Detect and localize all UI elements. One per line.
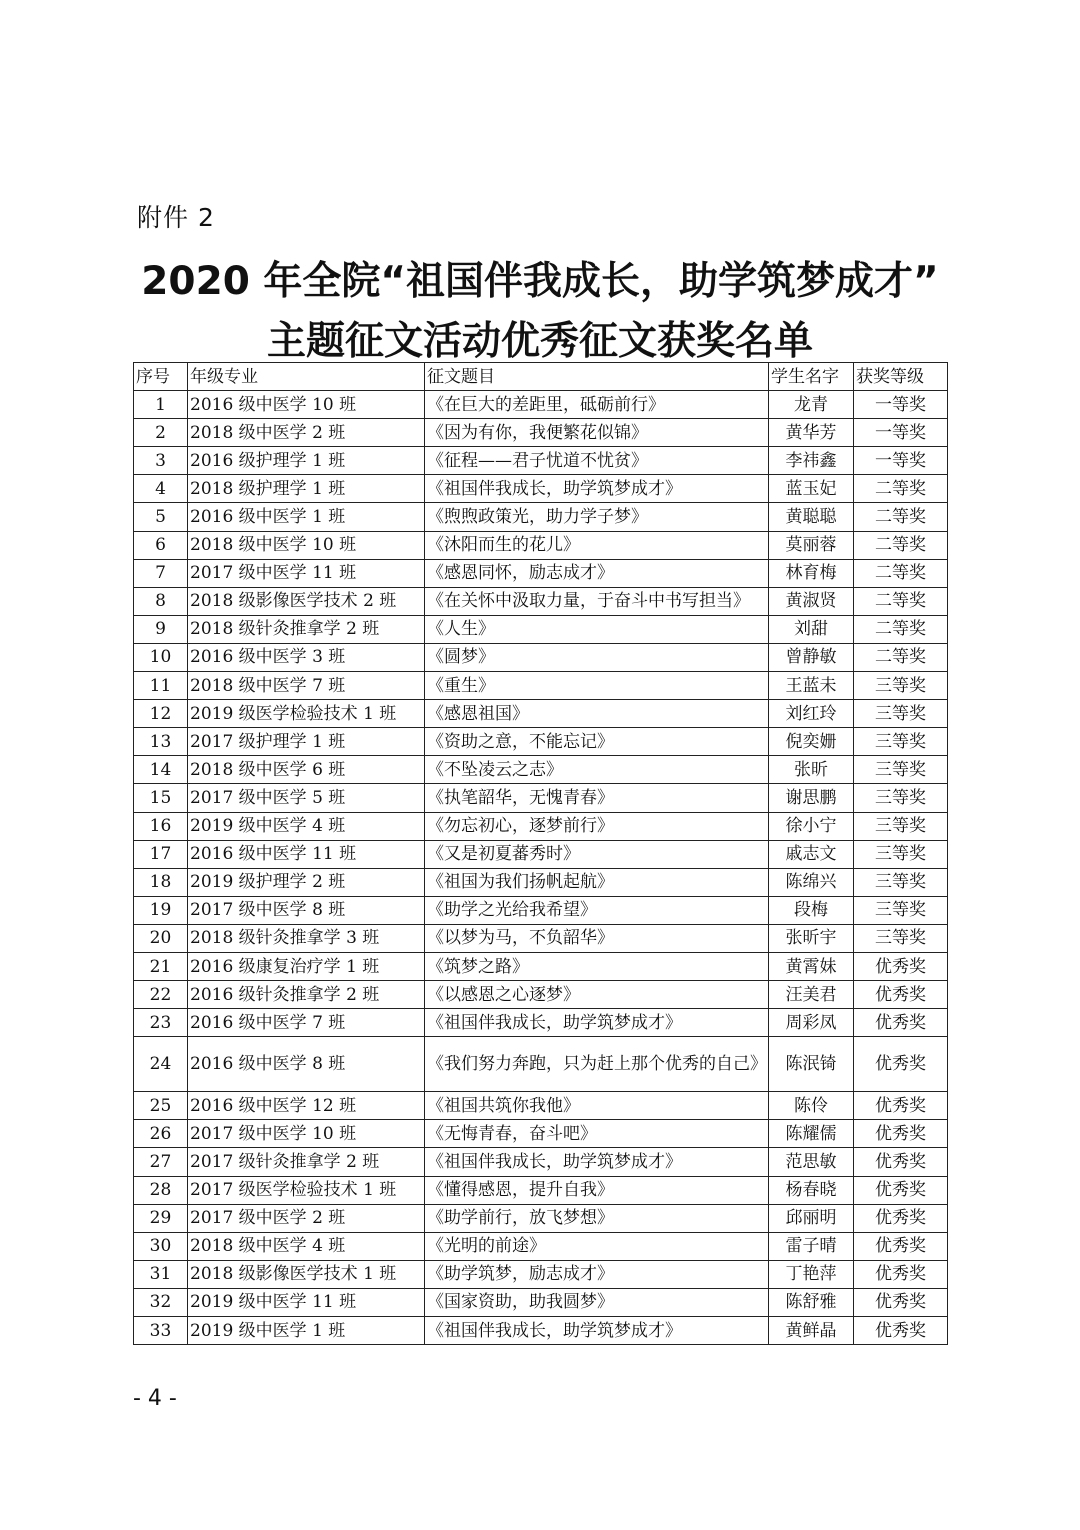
table-row <box>134 700 948 728</box>
row-award-level: 三等奖 <box>854 840 948 868</box>
award-table <box>133 362 948 1345</box>
table-row <box>134 1260 948 1288</box>
row-award-level: 三等奖 <box>854 784 948 812</box>
row-essay-title: 《勿忘初心，逐梦前行》 <box>425 812 769 840</box>
row-award-level: 二等奖 <box>854 503 948 531</box>
row-index: 28 <box>134 1176 188 1204</box>
row-essay-title: 《圆梦》 <box>425 643 769 671</box>
row-index: 33 <box>134 1317 188 1345</box>
row-class: 2018 级中医学 2 班 <box>188 419 425 447</box>
row-student-name: 段梅 <box>769 896 854 924</box>
row-essay-title: 《人生》 <box>425 615 769 643</box>
header-cell-award: 获奖等级 <box>854 363 948 391</box>
row-index: 8 <box>134 587 188 615</box>
table-row <box>134 475 948 503</box>
row-award-level: 优秀奖 <box>854 1232 948 1260</box>
row-student-name: 雷子晴 <box>769 1232 854 1260</box>
row-student-name: 丁艳萍 <box>769 1260 854 1288</box>
table-row <box>134 924 948 952</box>
row-index: 31 <box>134 1260 188 1288</box>
row-award-level: 一等奖 <box>854 447 948 475</box>
row-essay-title: 《煦煦政策光，助力学子梦》 <box>425 503 769 531</box>
row-class: 2017 级针灸推拿学 2 班 <box>188 1148 425 1176</box>
row-student-name: 范思敏 <box>769 1148 854 1176</box>
row-student-name: 戚志文 <box>769 840 854 868</box>
row-award-level: 三等奖 <box>854 812 948 840</box>
table-row <box>134 1288 948 1316</box>
row-award-level: 优秀奖 <box>854 1317 948 1345</box>
row-class: 2017 级中医学 11 班 <box>188 559 425 587</box>
table-row <box>134 1204 948 1232</box>
row-student-name: 周彩凤 <box>769 1009 854 1037</box>
table-row <box>134 615 948 643</box>
row-essay-title: 《感恩同怀，励志成才》 <box>425 559 769 587</box>
row-award-level: 二等奖 <box>854 559 948 587</box>
row-class: 2016 级针灸推拿学 2 班 <box>188 981 425 1009</box>
row-student-name: 陈舒雅 <box>769 1288 854 1316</box>
row-class: 2018 级护理学 1 班 <box>188 475 425 503</box>
row-class: 2018 级中医学 6 班 <box>188 756 425 784</box>
row-student-name: 黄聪聪 <box>769 503 854 531</box>
row-award-level: 优秀奖 <box>854 1037 948 1092</box>
table-row <box>134 447 948 475</box>
row-class: 2019 级中医学 1 班 <box>188 1317 425 1345</box>
row-index: 32 <box>134 1288 188 1316</box>
row-index: 2 <box>134 419 188 447</box>
table-row <box>134 756 948 784</box>
row-award-level: 优秀奖 <box>854 981 948 1009</box>
row-student-name: 黄华芳 <box>769 419 854 447</box>
row-class: 2017 级中医学 5 班 <box>188 784 425 812</box>
table-header-row <box>134 363 948 391</box>
row-essay-title: 《又是初夏蕃秀时》 <box>425 840 769 868</box>
row-essay-title: 《在关怀中汲取力量，于奋斗中书写担当》 <box>425 587 769 615</box>
row-index: 6 <box>134 531 188 559</box>
row-class: 2018 级中医学 4 班 <box>188 1232 425 1260</box>
row-class: 2016 级康复治疗学 1 班 <box>188 952 425 980</box>
row-award-level: 一等奖 <box>854 391 948 419</box>
row-index: 30 <box>134 1232 188 1260</box>
row-essay-title: 《助学之光给我希望》 <box>425 896 769 924</box>
table-row <box>134 981 948 1009</box>
row-class: 2017 级医学检验技术 1 班 <box>188 1176 425 1204</box>
row-class: 2019 级医学检验技术 1 班 <box>188 700 425 728</box>
row-student-name: 陈绵兴 <box>769 868 854 896</box>
row-award-level: 优秀奖 <box>854 1092 948 1120</box>
row-student-name: 林育梅 <box>769 559 854 587</box>
table-row <box>134 587 948 615</box>
row-essay-title: 《祖国为我们扬帆起航》 <box>425 868 769 896</box>
table-row <box>134 784 948 812</box>
row-index: 21 <box>134 952 188 980</box>
document-title-line2: 主题征文活动优秀征文获奖名单 <box>266 319 813 364</box>
row-index: 22 <box>134 981 188 1009</box>
row-index: 5 <box>134 503 188 531</box>
row-index: 16 <box>134 812 188 840</box>
row-award-level: 三等奖 <box>854 868 948 896</box>
row-student-name: 汪美君 <box>769 981 854 1009</box>
row-essay-title: 《在巨大的差距里，砥砺前行》 <box>425 391 769 419</box>
table-row <box>134 391 948 419</box>
row-class: 2017 级中医学 8 班 <box>188 896 425 924</box>
table-row <box>134 1176 948 1204</box>
row-essay-title: 《我们努力奔跑，只为赶上那个优秀的自己》 <box>425 1037 769 1092</box>
row-award-level: 三等奖 <box>854 896 948 924</box>
row-index: 19 <box>134 896 188 924</box>
row-award-level: 三等奖 <box>854 924 948 952</box>
row-award-level: 三等奖 <box>854 700 948 728</box>
table-row <box>134 896 948 924</box>
row-essay-title: 《无悔青春，奋斗吧》 <box>425 1120 769 1148</box>
row-student-name: 陈伶 <box>769 1092 854 1120</box>
row-essay-title: 《因为有你，我便繁花似锦》 <box>425 419 769 447</box>
row-class: 2016 级中医学 12 班 <box>188 1092 425 1120</box>
table-row <box>134 1148 948 1176</box>
row-index: 17 <box>134 840 188 868</box>
row-student-name: 倪奕姗 <box>769 728 854 756</box>
row-student-name: 蓝玉妃 <box>769 475 854 503</box>
row-essay-title: 《征程——君子忧道不忧贫》 <box>425 447 769 475</box>
row-student-name: 刘甜 <box>769 615 854 643</box>
row-essay-title: 《沐阳而生的花儿》 <box>425 531 769 559</box>
page-number: - 4 - <box>133 1386 177 1411</box>
header-cell-essay: 征文题目 <box>425 363 769 391</box>
row-student-name: 谢思鹏 <box>769 784 854 812</box>
row-index: 20 <box>134 924 188 952</box>
table-row <box>134 1037 948 1092</box>
row-essay-title: 《筑梦之路》 <box>425 952 769 980</box>
row-essay-title: 《祖国共筑你我他》 <box>425 1092 769 1120</box>
row-award-level: 三等奖 <box>854 756 948 784</box>
row-index: 11 <box>134 672 188 700</box>
row-index: 9 <box>134 615 188 643</box>
row-essay-title: 《祖国伴我成长，助学筑梦成才》 <box>425 1148 769 1176</box>
row-award-level: 优秀奖 <box>854 952 948 980</box>
header-cell-student: 学生名字 <box>769 363 854 391</box>
row-index: 10 <box>134 643 188 671</box>
row-class: 2018 级影像医学技术 2 班 <box>188 587 425 615</box>
table-row <box>134 952 948 980</box>
row-index: 7 <box>134 559 188 587</box>
row-class: 2019 级中医学 11 班 <box>188 1288 425 1316</box>
row-award-level: 二等奖 <box>854 531 948 559</box>
table-row <box>134 643 948 671</box>
table-body <box>134 391 948 1345</box>
row-class: 2018 级针灸推拿学 3 班 <box>188 924 425 952</box>
table-row <box>134 672 948 700</box>
row-student-name: 张昕 <box>769 756 854 784</box>
row-award-level: 二等奖 <box>854 643 948 671</box>
row-award-level: 优秀奖 <box>854 1009 948 1037</box>
row-class: 2016 级中医学 7 班 <box>188 1009 425 1037</box>
row-class: 2017 级中医学 2 班 <box>188 1204 425 1232</box>
row-class: 2018 级中医学 7 班 <box>188 672 425 700</box>
row-index: 14 <box>134 756 188 784</box>
row-essay-title: 《国家资助，助我圆梦》 <box>425 1288 769 1316</box>
row-essay-title: 《感恩祖国》 <box>425 700 769 728</box>
table-row <box>134 559 948 587</box>
row-award-level: 三等奖 <box>854 672 948 700</box>
row-essay-title: 《以感恩之心逐梦》 <box>425 981 769 1009</box>
row-student-name: 李祎鑫 <box>769 447 854 475</box>
row-student-name: 杨春晓 <box>769 1176 854 1204</box>
row-essay-title: 《光明的前途》 <box>425 1232 769 1260</box>
row-award-level: 优秀奖 <box>854 1260 948 1288</box>
document-title-line1: 2020 年全院“祖国伴我成长，助学筑梦成才” <box>141 259 939 304</box>
row-essay-title: 《懂得感恩，提升自我》 <box>425 1176 769 1204</box>
row-index: 23 <box>134 1009 188 1037</box>
row-class: 2016 级中医学 10 班 <box>188 391 425 419</box>
row-award-level: 优秀奖 <box>854 1120 948 1148</box>
row-index: 25 <box>134 1092 188 1120</box>
row-index: 24 <box>134 1037 188 1092</box>
row-class: 2017 级中医学 10 班 <box>188 1120 425 1148</box>
row-essay-title: 《资助之意，不能忘记》 <box>425 728 769 756</box>
row-index: 3 <box>134 447 188 475</box>
row-essay-title: 《助学前行，放飞梦想》 <box>425 1204 769 1232</box>
row-essay-title: 《重生》 <box>425 672 769 700</box>
row-student-name: 黄淑贤 <box>769 587 854 615</box>
row-award-level: 二等奖 <box>854 475 948 503</box>
row-class: 2016 级中医学 1 班 <box>188 503 425 531</box>
row-index: 29 <box>134 1204 188 1232</box>
row-student-name: 邱丽明 <box>769 1204 854 1232</box>
header-cell-index: 序号 <box>134 363 188 391</box>
table-row <box>134 812 948 840</box>
row-essay-title: 《助学筑梦，励志成才》 <box>425 1260 769 1288</box>
attachment-label: 附件 2 <box>137 203 215 232</box>
row-award-level: 二等奖 <box>854 587 948 615</box>
row-award-level: 优秀奖 <box>854 1176 948 1204</box>
row-award-level: 二等奖 <box>854 615 948 643</box>
table-row <box>134 531 948 559</box>
row-student-name: 张昕宇 <box>769 924 854 952</box>
row-award-level: 三等奖 <box>854 728 948 756</box>
row-class: 2016 级护理学 1 班 <box>188 447 425 475</box>
row-award-level: 优秀奖 <box>854 1288 948 1316</box>
row-class: 2016 级中医学 8 班 <box>188 1037 425 1092</box>
row-class: 2016 级中医学 11 班 <box>188 840 425 868</box>
row-essay-title: 《祖国伴我成长，助学筑梦成才》 <box>425 1009 769 1037</box>
row-essay-title: 《执笔韶华，无愧青春》 <box>425 784 769 812</box>
row-essay-title: 《不坠凌云之志》 <box>425 756 769 784</box>
row-essay-title: 《祖国伴我成长，助学筑梦成才》 <box>425 475 769 503</box>
table-row <box>134 1120 948 1148</box>
row-student-name: 徐小宁 <box>769 812 854 840</box>
row-student-name: 黄霄妹 <box>769 952 854 980</box>
table-row <box>134 1009 948 1037</box>
row-index: 18 <box>134 868 188 896</box>
row-index: 12 <box>134 700 188 728</box>
row-class: 2018 级中医学 10 班 <box>188 531 425 559</box>
table-row <box>134 728 948 756</box>
row-class: 2018 级影像医学技术 1 班 <box>188 1260 425 1288</box>
row-class: 2017 级护理学 1 班 <box>188 728 425 756</box>
row-award-level: 一等奖 <box>854 419 948 447</box>
table-row <box>134 1092 948 1120</box>
table-row <box>134 840 948 868</box>
row-index: 1 <box>134 391 188 419</box>
table-row <box>134 503 948 531</box>
row-student-name: 莫丽蓉 <box>769 531 854 559</box>
row-essay-title: 《以梦为马，不负韶华》 <box>425 924 769 952</box>
row-student-name: 王蓝未 <box>769 672 854 700</box>
row-student-name: 黄鲜晶 <box>769 1317 854 1345</box>
row-index: 13 <box>134 728 188 756</box>
row-class: 2018 级针灸推拿学 2 班 <box>188 615 425 643</box>
row-index: 15 <box>134 784 188 812</box>
row-student-name: 陈泯锜 <box>769 1037 854 1092</box>
row-index: 26 <box>134 1120 188 1148</box>
table-row <box>134 1317 948 1345</box>
row-index: 27 <box>134 1148 188 1176</box>
row-index: 4 <box>134 475 188 503</box>
row-student-name: 陈耀儒 <box>769 1120 854 1148</box>
row-student-name: 刘红玲 <box>769 700 854 728</box>
header-cell-class: 年级专业 <box>188 363 425 391</box>
row-student-name: 龙青 <box>769 391 854 419</box>
row-class: 2019 级护理学 2 班 <box>188 868 425 896</box>
table-row <box>134 1232 948 1260</box>
row-award-level: 优秀奖 <box>854 1204 948 1232</box>
row-class: 2019 级中医学 4 班 <box>188 812 425 840</box>
table-row <box>134 868 948 896</box>
table-row <box>134 419 948 447</box>
row-class: 2016 级中医学 3 班 <box>188 643 425 671</box>
row-award-level: 优秀奖 <box>854 1148 948 1176</box>
row-essay-title: 《祖国伴我成长，助学筑梦成才》 <box>425 1317 769 1345</box>
row-student-name: 曾静敏 <box>769 643 854 671</box>
